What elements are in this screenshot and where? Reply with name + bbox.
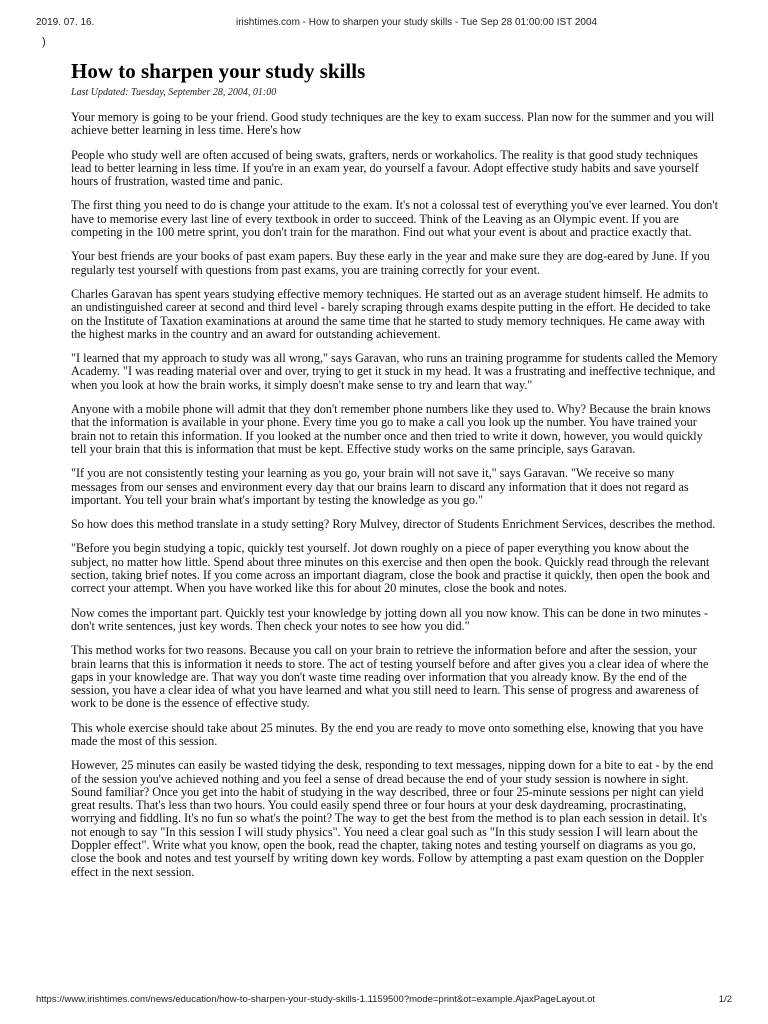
article-paragraph: So how does this method translate in a study setting? Rory Mulvey, director of Students Enrichment Services, describes the method.	[71, 517, 716, 532]
article-paragraph: However, 25 minutes can easily be wasted tidying the desk, responding to text messages, nipping down for a bite to eat - by the end of the session you've achieved nothing and you feel a sense of dread because the end of your study session is nowhere in sight. Sound familiar? Once you get into the habit of studying in the way described, three or four 25-minute sessions per night can yield great results. That's less than two hours. You could easily spend three or four hours at your desk daydreaming, procrastinating, worrying and fiddling. It's no fun so what's the point? The way to get the best from the method is to plan each session in detail. It's not enough to say "In this session I will study physics". You need a clear goal such as "In this study session I will learn about the Doppler effect". Write what you know, open the book, read the chapter, taking notes and testing yourself on diagrams as you go, close the book and notes and test yourself by writing down key words. Follow by attempting a past exam question on the Doppler effect in the next session.	[71, 758, 714, 879]
article-paragraph: Your memory is going to be your friend. Good study techniques are the key to exam success. Plan now for the summer and you will achieve better learning in less time. Here's how	[71, 110, 715, 138]
article-paragraph: "I learned that my approach to study was all wrong," says Garavan, who runs an training programme for students called the Memory Academy. "I was reading material over and over, trying to get it stuck in my head. It was a frustrating and ineffective technique, and when you look at how the brain works, it simply doesn't make sense to try and learn that way."	[71, 351, 718, 392]
article-paragraph: This whole exercise should take about 25 minutes. By the end you are ready to move onto something else, knowing that you have made the most of this session.	[71, 720, 704, 748]
print-footer	[36, 994, 732, 1005]
stray-mark: )	[42, 36, 46, 48]
article-paragraph: Anyone with a mobile phone will admit that they don't remember phone numbers like they used to. Why? Because the brain knows that the information is available in your phone. Every time you go to make a call you look up the number. You have trained your brain not to retain this information. If you looked at the number once and then tried to write it down, however, you would quickly tell your brain that this is information that must be kept. Effective study works on the same principle, says Garavan.	[71, 402, 711, 456]
article-paragraph: Charles Garavan has spent years studying effective memory techniques. He started out as an average student himself. He admits to an undistinguished career at second and third level - barely scraping through exams despite putting in the effort. He decided to take on the Institute of Taxation examinations at around the same time that he started to study memory techniques. He came away with the highest marks in the country and an award for outstanding achievement.	[71, 286, 711, 341]
print-url: https://www.irishtimes.com/news/education/how-to-sharpen-your-study-skills-1.1159500?mode=print&ot=example.AjaxPageLayout.ot	[36, 994, 596, 1005]
print-date: 2019. 07. 16.	[36, 17, 95, 28]
article	[71, 58, 721, 890]
print-page-title: irishtimes.com - How to sharpen your study skills - Tue Sep 28 01:00:00 IST 2004	[236, 17, 598, 28]
article-title: How to sharpen your study skills	[71, 59, 366, 83]
article-paragraph: The first thing you need to do is change your attitude to the exam. It's not a colossal test of everything you've ever learned. You don't have to memorise every last line of every textbook in order to succeed. Think of the Leaving as an Olympic event. If you are competing in the 100 metre sprint, you don't train for the marathon. Find out what your event is about and practice exactly that.	[71, 198, 718, 240]
page-number: 1/2	[718, 994, 732, 1005]
article-paragraph: "Before you begin studying a topic, quickly test yourself. Jot down roughly on a piece of paper everything you know about the subject, no matter how little. Spend about three minutes on this exercise and then open the book. Quickly read through the relevant section, taking brief notes. If you come across an important diagram, close the book and practise it quickly, then open the book and correct your attempt. When you have worked like this for about 20 minutes, close the book and notes.	[71, 541, 710, 596]
last-updated: Last Updated: Tuesday, September 28, 2004, 01:00	[71, 87, 277, 98]
article-paragraph: Your best friends are your books of past exam papers. Buy these early in the year and make sure they are dog-eared by June. If you regularly test yourself with questions from past exams, you are training correctly for your event.	[71, 249, 710, 277]
article-body	[71, 111, 721, 879]
print-header	[36, 17, 732, 28]
article-paragraph: "If you are not consistently testing your learning as you go, your brain will not save it," says Garavan. "We receive so many messages from our senses and environment every day that our brains learn to discard any information that it does not regard as important. You tell your brain what's important by testing the knowledge as you go."	[71, 466, 689, 507]
article-paragraph: Now comes the important part. Quickly test your knowledge by jotting down all you now know. This can be done in two minutes - don't write sentences, just key words. Then check your notes to see how you did."	[71, 605, 709, 633]
article-paragraph: People who study well are often accused of being swats, grafters, nerds or workaholics. The reality is that good study techniques lead to better learning in less time. If you're in an exam year, do yourself a favour. Adopt effective study habits and save yourself hours of frustration, wasted time and panic.	[71, 147, 699, 189]
article-paragraph: This method works for two reasons. Because you call on your brain to retrieve the information before and after the session, your brain learns that this is information it needs to store. The act of testing yourself before and after gives you a clear idea of where the gaps in your knowledge are. That way you don't waste time reading over information that you already know. By the end of the session, you have a clear idea of what you have learned and what you still need to learn. This sense of progress and awareness of work to be done is the essence of effective study.	[71, 643, 709, 711]
